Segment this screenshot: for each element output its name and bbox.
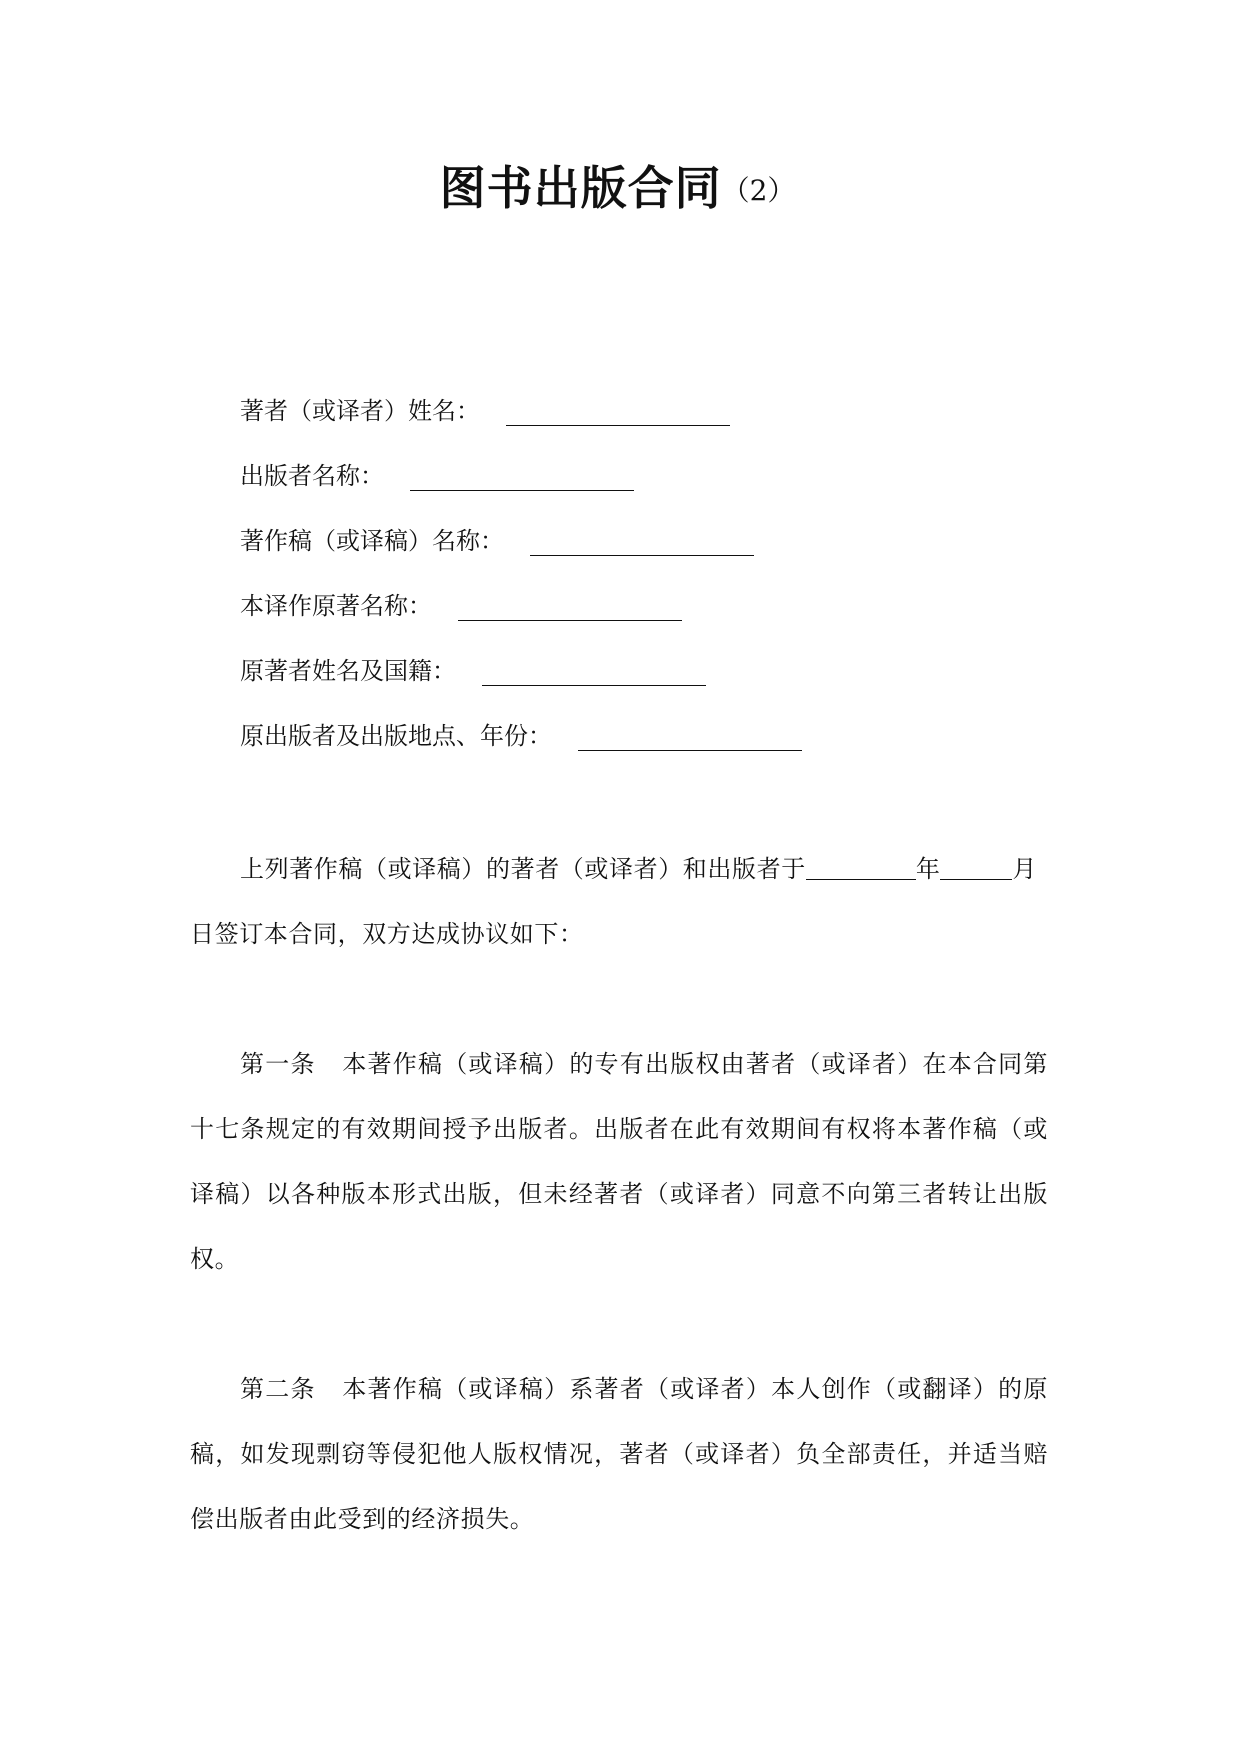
field-author-name xyxy=(240,396,730,426)
blank-line xyxy=(530,531,754,556)
article1-text-1: 本著作稿（或译稿）的专有出版权由著者（或译者）在本合同第 xyxy=(341,1050,1048,1078)
blank-line xyxy=(410,466,634,491)
document-title xyxy=(0,152,1235,218)
intro-line-1 xyxy=(240,854,1048,884)
month-blank xyxy=(940,857,1012,880)
intro-text-a: 上列著作稿（或译稿）的著者（或译者）和出版者于 xyxy=(240,855,806,883)
field-original-author xyxy=(240,656,706,686)
intro-line-2: 日签订本合同，双方达成协议如下： xyxy=(190,920,584,948)
year-blank xyxy=(806,857,916,880)
field-original-title xyxy=(240,591,682,621)
article2-text-1: 本著作稿（或译稿）系著者（或译者）本人创作（或翻译）的原 xyxy=(341,1375,1048,1403)
article1-line-1 xyxy=(240,1049,1048,1079)
field-label: 著作稿（或译稿）名称： xyxy=(240,527,504,555)
article2-line-3: 偿出版者由此受到的经济损失。 xyxy=(190,1505,535,1533)
article1-line-3: 译稿）以各种版本形式出版，但未经著者（或译者）同意不向第三者转让出版 xyxy=(190,1180,1048,1208)
article1-line-4: 权。 xyxy=(190,1245,240,1273)
article1-line-2: 十七条规定的有效期间授予出版者。出版者在此有效期间有权将本著作稿（或 xyxy=(190,1115,1048,1143)
article2-line-1 xyxy=(240,1374,1048,1404)
field-publisher-name xyxy=(240,461,634,491)
article2-label: 第二条 xyxy=(240,1375,316,1403)
title-suffix: （2） xyxy=(721,174,796,207)
title-main: 图书出版合同 xyxy=(439,161,722,215)
blank-line xyxy=(458,596,682,621)
field-original-publisher xyxy=(240,721,802,751)
article2-line-2: 稿，如发现剽窃等侵犯他人版权情况，著者（或译者）负全部责任，并适当赔 xyxy=(190,1440,1048,1468)
field-label: 著者（或译者）姓名： xyxy=(240,397,480,425)
field-label: 本译作原著名称： xyxy=(240,592,432,620)
field-label: 原出版者及出版地点、年份： xyxy=(240,722,552,750)
field-label: 出版者名称： xyxy=(240,462,384,490)
intro-text-year: 年 xyxy=(915,855,941,883)
intro-text-month: 月 xyxy=(1012,855,1038,883)
field-label: 原著者姓名及国籍： xyxy=(240,657,456,685)
article1-label: 第一条 xyxy=(240,1050,316,1078)
blank-line xyxy=(482,661,706,686)
blank-line xyxy=(506,401,730,426)
field-manuscript-name xyxy=(240,526,754,556)
blank-line xyxy=(578,726,802,751)
